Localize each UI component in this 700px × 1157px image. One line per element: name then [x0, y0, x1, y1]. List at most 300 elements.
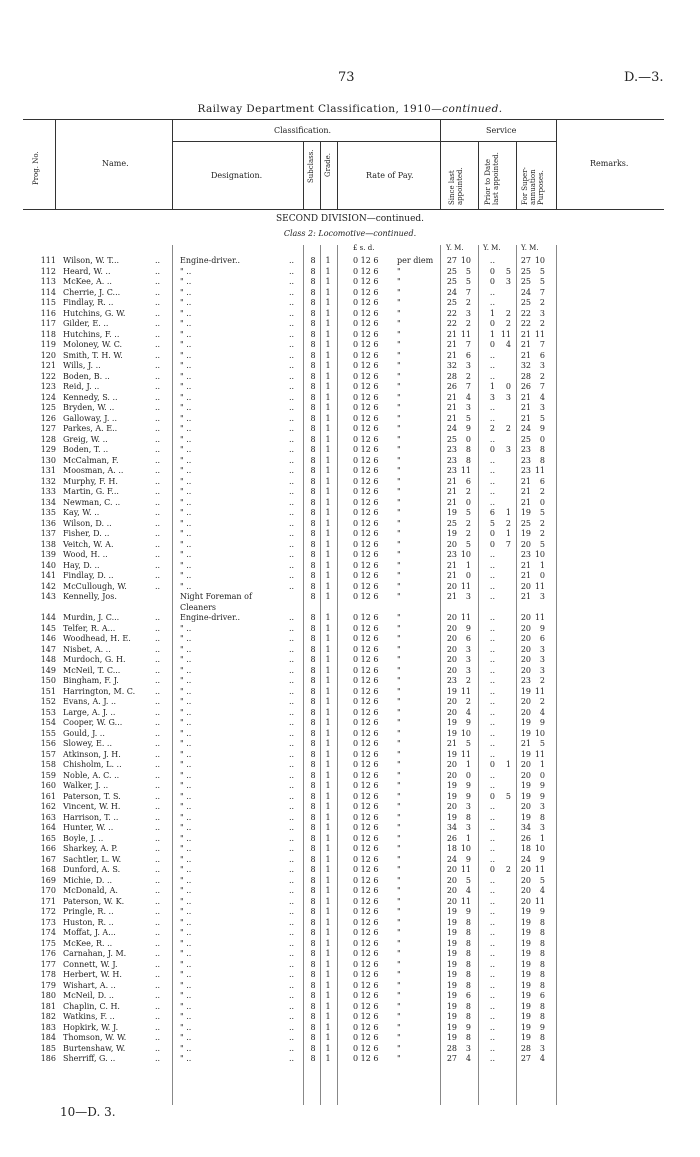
cell-gr: 1 [325, 707, 331, 717]
cell-d1: .. [155, 497, 161, 507]
cell-f2: 9 [539, 424, 545, 433]
cell-f2: 8 [539, 455, 545, 465]
cell-s1: 20 [446, 896, 457, 906]
cell-p2: 2 [505, 319, 511, 328]
cell-s1: 19 [446, 686, 457, 696]
cell-f1: 23 [520, 455, 531, 465]
cell-f2: 8 [539, 1012, 545, 1021]
cell-d2: .. [289, 371, 295, 381]
cell-f2: 10 [534, 844, 545, 853]
cell-d1: .. [155, 886, 161, 895]
cell-p1: 0 [489, 865, 495, 874]
cell-d1: .. [155, 455, 161, 465]
cell-name: Reid, J. .. [63, 382, 100, 391]
cell-name: Atkinson, J. H. [63, 749, 121, 759]
cell-p1: .. [489, 917, 495, 927]
cell-des: " .. [180, 854, 192, 864]
cell-rate: 0 12 6 [353, 875, 379, 885]
cell-d2: .. [289, 686, 295, 696]
table-row [0, 855, 700, 866]
cell-no: 169 [40, 875, 56, 885]
cell-no: 177 [40, 959, 56, 969]
cell-p2: 3 [505, 277, 511, 286]
cell-f1: 19 [520, 1033, 531, 1042]
cell-f1: 25 [520, 518, 531, 528]
cell-d1: .. [155, 571, 161, 580]
cell-d2: .. [289, 896, 295, 906]
cell-p1: .. [489, 812, 495, 822]
cell-no: 130 [40, 455, 56, 465]
cell-s1: 19 [446, 529, 457, 538]
cell-des: " .. [180, 833, 192, 843]
cell-s1: 23 [446, 455, 457, 465]
cell-per: " [397, 539, 401, 549]
cell-f1: 21 [520, 413, 531, 423]
cell-no: 137 [40, 529, 56, 538]
cell-s2: 11 [460, 865, 471, 874]
cell-rate: 0 12 6 [353, 550, 379, 559]
cell-s2: 3 [465, 361, 471, 370]
cell-sub: 8 [310, 928, 316, 937]
cell-des: " .. [180, 665, 192, 675]
cell-per: " [397, 980, 401, 990]
cell-sub: 8 [310, 382, 316, 391]
cell-f2: 8 [539, 445, 545, 454]
cell-rate: 0 12 6 [353, 907, 379, 916]
cell-s2: 2 [465, 518, 471, 528]
cell-name: Murdin, J. C... [63, 613, 120, 622]
cell-f1: 21 [520, 560, 531, 570]
cell-gr: 1 [325, 823, 331, 832]
cell-s1: 25 [446, 298, 457, 307]
cell-d2: .. [289, 781, 295, 790]
cell-des: " .. [180, 875, 192, 885]
cell-p1: .. [489, 287, 495, 297]
cell-p1: 2 [489, 424, 495, 433]
cell-d1: .. [155, 875, 161, 885]
table-row [0, 802, 700, 813]
cell-d2: .. [289, 718, 295, 727]
cell-s1: 21 [446, 497, 457, 507]
cell-per: " [397, 665, 401, 675]
cell-rate: 0 12 6 [353, 655, 379, 664]
cell-p1: .. [489, 350, 495, 360]
cell-d1: .. [155, 991, 161, 1000]
cell-name: Findlay, R. .. [63, 298, 114, 307]
cell-per: " [397, 319, 401, 328]
cell-f2: 5 [539, 277, 545, 286]
table-row [0, 498, 700, 509]
cell-gr: 1 [325, 571, 331, 580]
table-header [0, 119, 700, 212]
cell-s1: 19 [446, 970, 457, 979]
table-row [0, 403, 700, 414]
cell-rate: 0 12 6 [353, 455, 379, 465]
cell-rate: 0 12 6 [353, 644, 379, 654]
cell-p2: 0 [505, 382, 511, 391]
cell-sub: 8 [310, 571, 316, 580]
cell-s1: 19 [446, 959, 457, 969]
cell-des: " .. [180, 1001, 192, 1011]
cell-per: " [397, 371, 401, 381]
cell-rate: 0 12 6 [353, 865, 379, 874]
cell-d1: .. [155, 560, 161, 570]
cell-f2: 5 [539, 739, 545, 748]
cell-d1: .. [155, 1022, 161, 1032]
cell-name: Carnahan, J. M. [63, 949, 127, 958]
table-row [0, 519, 700, 530]
cell-gr: 1 [325, 907, 331, 916]
cell-des: " .. [180, 287, 192, 297]
cell-f1: 19 [520, 938, 531, 948]
cell-name: Greig, W. .. [63, 434, 108, 444]
cell-s1: 19 [446, 718, 457, 727]
cell-des: " .. [180, 466, 192, 475]
cell-d1: .. [155, 938, 161, 948]
cell-f2: 3 [539, 655, 545, 664]
cell-s2: 5 [465, 539, 471, 549]
cell-no: 172 [40, 907, 56, 916]
cell-no: 157 [40, 749, 56, 759]
cell-per: " [397, 1022, 401, 1032]
cell-d2: .. [289, 487, 295, 496]
cell-d1: .. [155, 959, 161, 969]
cell-name: Moosman, A. .. [63, 466, 124, 475]
cell-no: 138 [40, 539, 56, 549]
cell-name: Harrington, M. C. [63, 686, 136, 696]
cell-d1: .. [155, 1001, 161, 1011]
cell-des: " .. [180, 749, 192, 759]
cell-gr: 1 [325, 392, 331, 402]
cell-s1: 25 [446, 434, 457, 444]
cell-des: " .. [180, 277, 192, 286]
cell-rate: 0 12 6 [353, 497, 379, 507]
cell-d1: .. [155, 476, 161, 486]
cell-p1: .. [489, 298, 495, 307]
cell-name: Woodhead, H. E. [63, 634, 131, 643]
cell-s1: 23 [446, 466, 457, 475]
cell-des: " .. [180, 445, 192, 454]
cell-d1: .. [155, 802, 161, 811]
cell-f1: 25 [520, 434, 531, 444]
cell-s2: 0 [465, 497, 471, 507]
cell-f1: 19 [520, 928, 531, 937]
table-row [0, 886, 700, 897]
cell-gr: 1 [325, 739, 331, 748]
cell-rate: 0 12 6 [353, 592, 379, 601]
cell-f2: 8 [539, 917, 545, 927]
cell-rate: 0 12 6 [353, 1022, 379, 1032]
cell-p1: 0 [489, 539, 495, 549]
table-row [0, 550, 700, 561]
cell-f2: 2 [539, 487, 545, 496]
cell-des: " .. [180, 770, 192, 780]
cell-d2: .. [289, 266, 295, 276]
cell-d1: .. [155, 550, 161, 559]
cell-p1: .. [489, 371, 495, 381]
cell-p1: .. [489, 949, 495, 958]
cell-des: " .. [180, 350, 192, 360]
cell-sub: 8 [310, 1012, 316, 1021]
cell-p1: .. [489, 991, 495, 1000]
table-row [0, 981, 700, 992]
cell-p1: 0 [489, 266, 495, 276]
cell-s2: 2 [465, 487, 471, 496]
cell-s1: 19 [446, 980, 457, 990]
cell-per: " [397, 676, 401, 685]
cell-f2: 2 [539, 319, 545, 328]
cell-rate: 0 12 6 [353, 487, 379, 496]
cell-f1: 19 [520, 1001, 531, 1011]
table-row [0, 960, 700, 971]
cell-d2: .. [289, 728, 295, 738]
cell-per: " [397, 697, 401, 706]
cell-sub: 8 [310, 434, 316, 444]
cell-p1: 0 [489, 760, 495, 769]
cell-d2: .. [289, 277, 295, 286]
cell-no: 113 [40, 277, 56, 286]
table-row [0, 508, 700, 519]
cell-f1: 20 [520, 613, 531, 622]
cell-no: 132 [40, 476, 56, 486]
cell-p1: .. [489, 739, 495, 748]
cell-per: " [397, 655, 401, 664]
cell-s1: 23 [446, 445, 457, 454]
cell-gr: 1 [325, 634, 331, 643]
cell-name: Telfer, R. A... [63, 623, 116, 633]
cell-name: Bryden, W. .. [63, 403, 115, 412]
cell-s1: 19 [446, 728, 457, 738]
cell-s2: 10 [460, 256, 471, 265]
cell-rate: 0 12 6 [353, 319, 379, 328]
cell-p1: .. [489, 550, 495, 559]
cell-gr: 1 [325, 865, 331, 874]
cell-d1: .. [155, 655, 161, 664]
col-prog-no: Prog. No. [32, 151, 40, 185]
cell-gr: 1 [325, 256, 331, 265]
cell-p1: 6 [489, 508, 495, 517]
cell-f1: 20 [520, 665, 531, 675]
cell-per: " [397, 361, 401, 370]
cell-f2: 8 [539, 970, 545, 979]
cell-per: " [397, 854, 401, 864]
cell-rate: 0 12 6 [353, 613, 379, 622]
cell-no: 146 [40, 634, 56, 643]
cell-per: " [397, 329, 401, 339]
page-title [0, 103, 700, 115]
cell-p1: .. [489, 592, 495, 601]
cell-rate: 0 12 6 [353, 340, 379, 349]
table-row [0, 634, 700, 645]
cell-rate: 0 12 6 [353, 812, 379, 822]
cell-rate: 0 12 6 [353, 434, 379, 444]
cell-d1: .. [155, 718, 161, 727]
cell-s2: 8 [465, 959, 471, 969]
cell-sub: 8 [310, 686, 316, 696]
cell-name: McNeil, D. .. [63, 991, 114, 1000]
cell-sub: 8 [310, 749, 316, 759]
cell-s1: 21 [446, 592, 457, 601]
cell-f2: 3 [539, 802, 545, 811]
cell-sub: 8 [310, 896, 316, 906]
cell-d1: .. [155, 770, 161, 780]
cell-d1: .. [155, 277, 161, 286]
cell-gr: 1 [325, 623, 331, 633]
table-row [0, 456, 700, 467]
cell-per: " [397, 686, 401, 696]
cell-f1: 21 [520, 571, 531, 580]
cell-des: " .. [180, 1043, 192, 1053]
cell-name: Parkes, A. E.. [63, 424, 118, 433]
cell-f2: 3 [539, 361, 545, 370]
cell-s2: 8 [465, 1012, 471, 1021]
cell-f2: 2 [539, 676, 545, 685]
cell-name: Moffat, J. A... [63, 928, 116, 937]
cell-per: " [397, 550, 401, 559]
cell-d1: .. [155, 791, 161, 801]
cell-gr: 1 [325, 686, 331, 696]
cell-f1: 24 [520, 424, 531, 433]
cell-per: " [397, 875, 401, 885]
cell-d1: .. [155, 665, 161, 675]
cell-rate: 0 12 6 [353, 844, 379, 853]
cell-per: " [397, 466, 401, 475]
cell-f1: 22 [520, 319, 531, 328]
cell-s1: 21 [446, 413, 457, 423]
cell-p1: .. [489, 644, 495, 654]
cell-f2: 3 [539, 592, 545, 601]
cell-sub: 8 [310, 539, 316, 549]
cell-per: " [397, 707, 401, 717]
cell-d2: .. [289, 907, 295, 916]
cell-p1: .. [489, 854, 495, 864]
cell-d1: .. [155, 539, 161, 549]
cell-f2: 11 [534, 749, 545, 759]
cell-f1: 32 [520, 361, 531, 370]
cell-des: " .. [180, 476, 192, 486]
cell-d2: .. [289, 749, 295, 759]
cell-d1: .. [155, 844, 161, 853]
cell-sub: 8 [310, 287, 316, 297]
cell-sub: 8 [310, 634, 316, 643]
cell-rate: 0 12 6 [353, 634, 379, 643]
cell-rate: 0 12 6 [353, 560, 379, 570]
cell-p1: 0 [489, 340, 495, 349]
cell-gr: 1 [325, 875, 331, 885]
cell-rate: 0 12 6 [353, 991, 379, 1000]
cell-name: Hutchins, G. W. [63, 308, 126, 318]
cell-gr: 1 [325, 844, 331, 853]
cell-s2: 9 [465, 1022, 471, 1032]
cell-gr: 1 [325, 833, 331, 843]
cell-per: " [397, 266, 401, 276]
cell-per: " [397, 518, 401, 528]
cell-d1: .. [155, 833, 161, 843]
cell-d2: .. [289, 1001, 295, 1011]
cell-rate: 0 12 6 [353, 938, 379, 948]
cell-gr: 1 [325, 1022, 331, 1032]
cell-d2: .. [289, 529, 295, 538]
cell-no: 150 [40, 676, 56, 685]
cell-p1: .. [489, 1054, 495, 1063]
cell-gr: 1 [325, 455, 331, 465]
cell-gr: 1 [325, 1033, 331, 1042]
cell-f2: 11 [534, 466, 545, 475]
cell-d2: .. [289, 865, 295, 874]
cell-p1: .. [489, 844, 495, 853]
cell-no: 183 [40, 1022, 56, 1032]
cell-gr: 1 [325, 718, 331, 727]
cell-s2: 11 [460, 686, 471, 696]
cell-p1: .. [489, 875, 495, 885]
cell-f1: 19 [520, 508, 531, 517]
cell-gr: 1 [325, 298, 331, 307]
cell-per: " [397, 560, 401, 570]
cell-f2: 2 [539, 371, 545, 381]
cell-s2: 11 [460, 896, 471, 906]
cell-p2: 1 [505, 760, 511, 769]
table-row [0, 970, 700, 981]
cell-gr: 1 [325, 487, 331, 496]
cell-gr: 1 [325, 665, 331, 675]
cell-f1: 19 [520, 907, 531, 916]
cell-sub: 8 [310, 1043, 316, 1053]
cell-d2: .. [289, 571, 295, 580]
cell-s1: 20 [446, 613, 457, 622]
cell-s2: 8 [465, 445, 471, 454]
cell-d2: .. [289, 455, 295, 465]
cell-p1: .. [489, 907, 495, 916]
cell-s2: 6 [465, 350, 471, 360]
cell-d2: .. [289, 676, 295, 685]
cell-d2: .. [289, 413, 295, 423]
cell-des: " .. [180, 823, 192, 832]
cell-no: 168 [40, 865, 56, 874]
cell-sub: 8 [310, 949, 316, 958]
cell-d1: .. [155, 970, 161, 979]
col-name: Name. [102, 159, 129, 168]
cell-f2: 5 [539, 266, 545, 276]
cell-s2: 3 [465, 644, 471, 654]
cell-f1: 25 [520, 298, 531, 307]
cell-des: " .. [180, 907, 192, 916]
cell-name: Wishart, A. .. [63, 980, 116, 990]
cell-s2: 5 [465, 277, 471, 286]
cell-sub: 8 [310, 424, 316, 433]
cell-f1: 19 [520, 686, 531, 696]
cell-f1: 27 [520, 1054, 531, 1063]
cell-d2: .. [289, 1054, 295, 1063]
cell-d1: .. [155, 508, 161, 517]
cell-f2: 11 [534, 865, 545, 874]
cell-rate: 0 12 6 [353, 266, 379, 276]
cell-d2: .. [289, 518, 295, 528]
cell-d1: .. [155, 707, 161, 717]
cell-no: 120 [40, 350, 56, 360]
cell-des: " .. [180, 403, 192, 412]
table-row [0, 445, 700, 456]
cell-d2: .. [289, 875, 295, 885]
cell-s1: 22 [446, 319, 457, 328]
cell-s1: 20 [446, 581, 457, 591]
cell-sub: 8 [310, 497, 316, 507]
cell-s1: 24 [446, 854, 457, 864]
cell-no: 178 [40, 970, 56, 979]
cell-f2: 4 [539, 1054, 545, 1063]
cell-p1: .. [489, 676, 495, 685]
cell-s1: 20 [446, 623, 457, 633]
cell-per: " [397, 949, 401, 958]
